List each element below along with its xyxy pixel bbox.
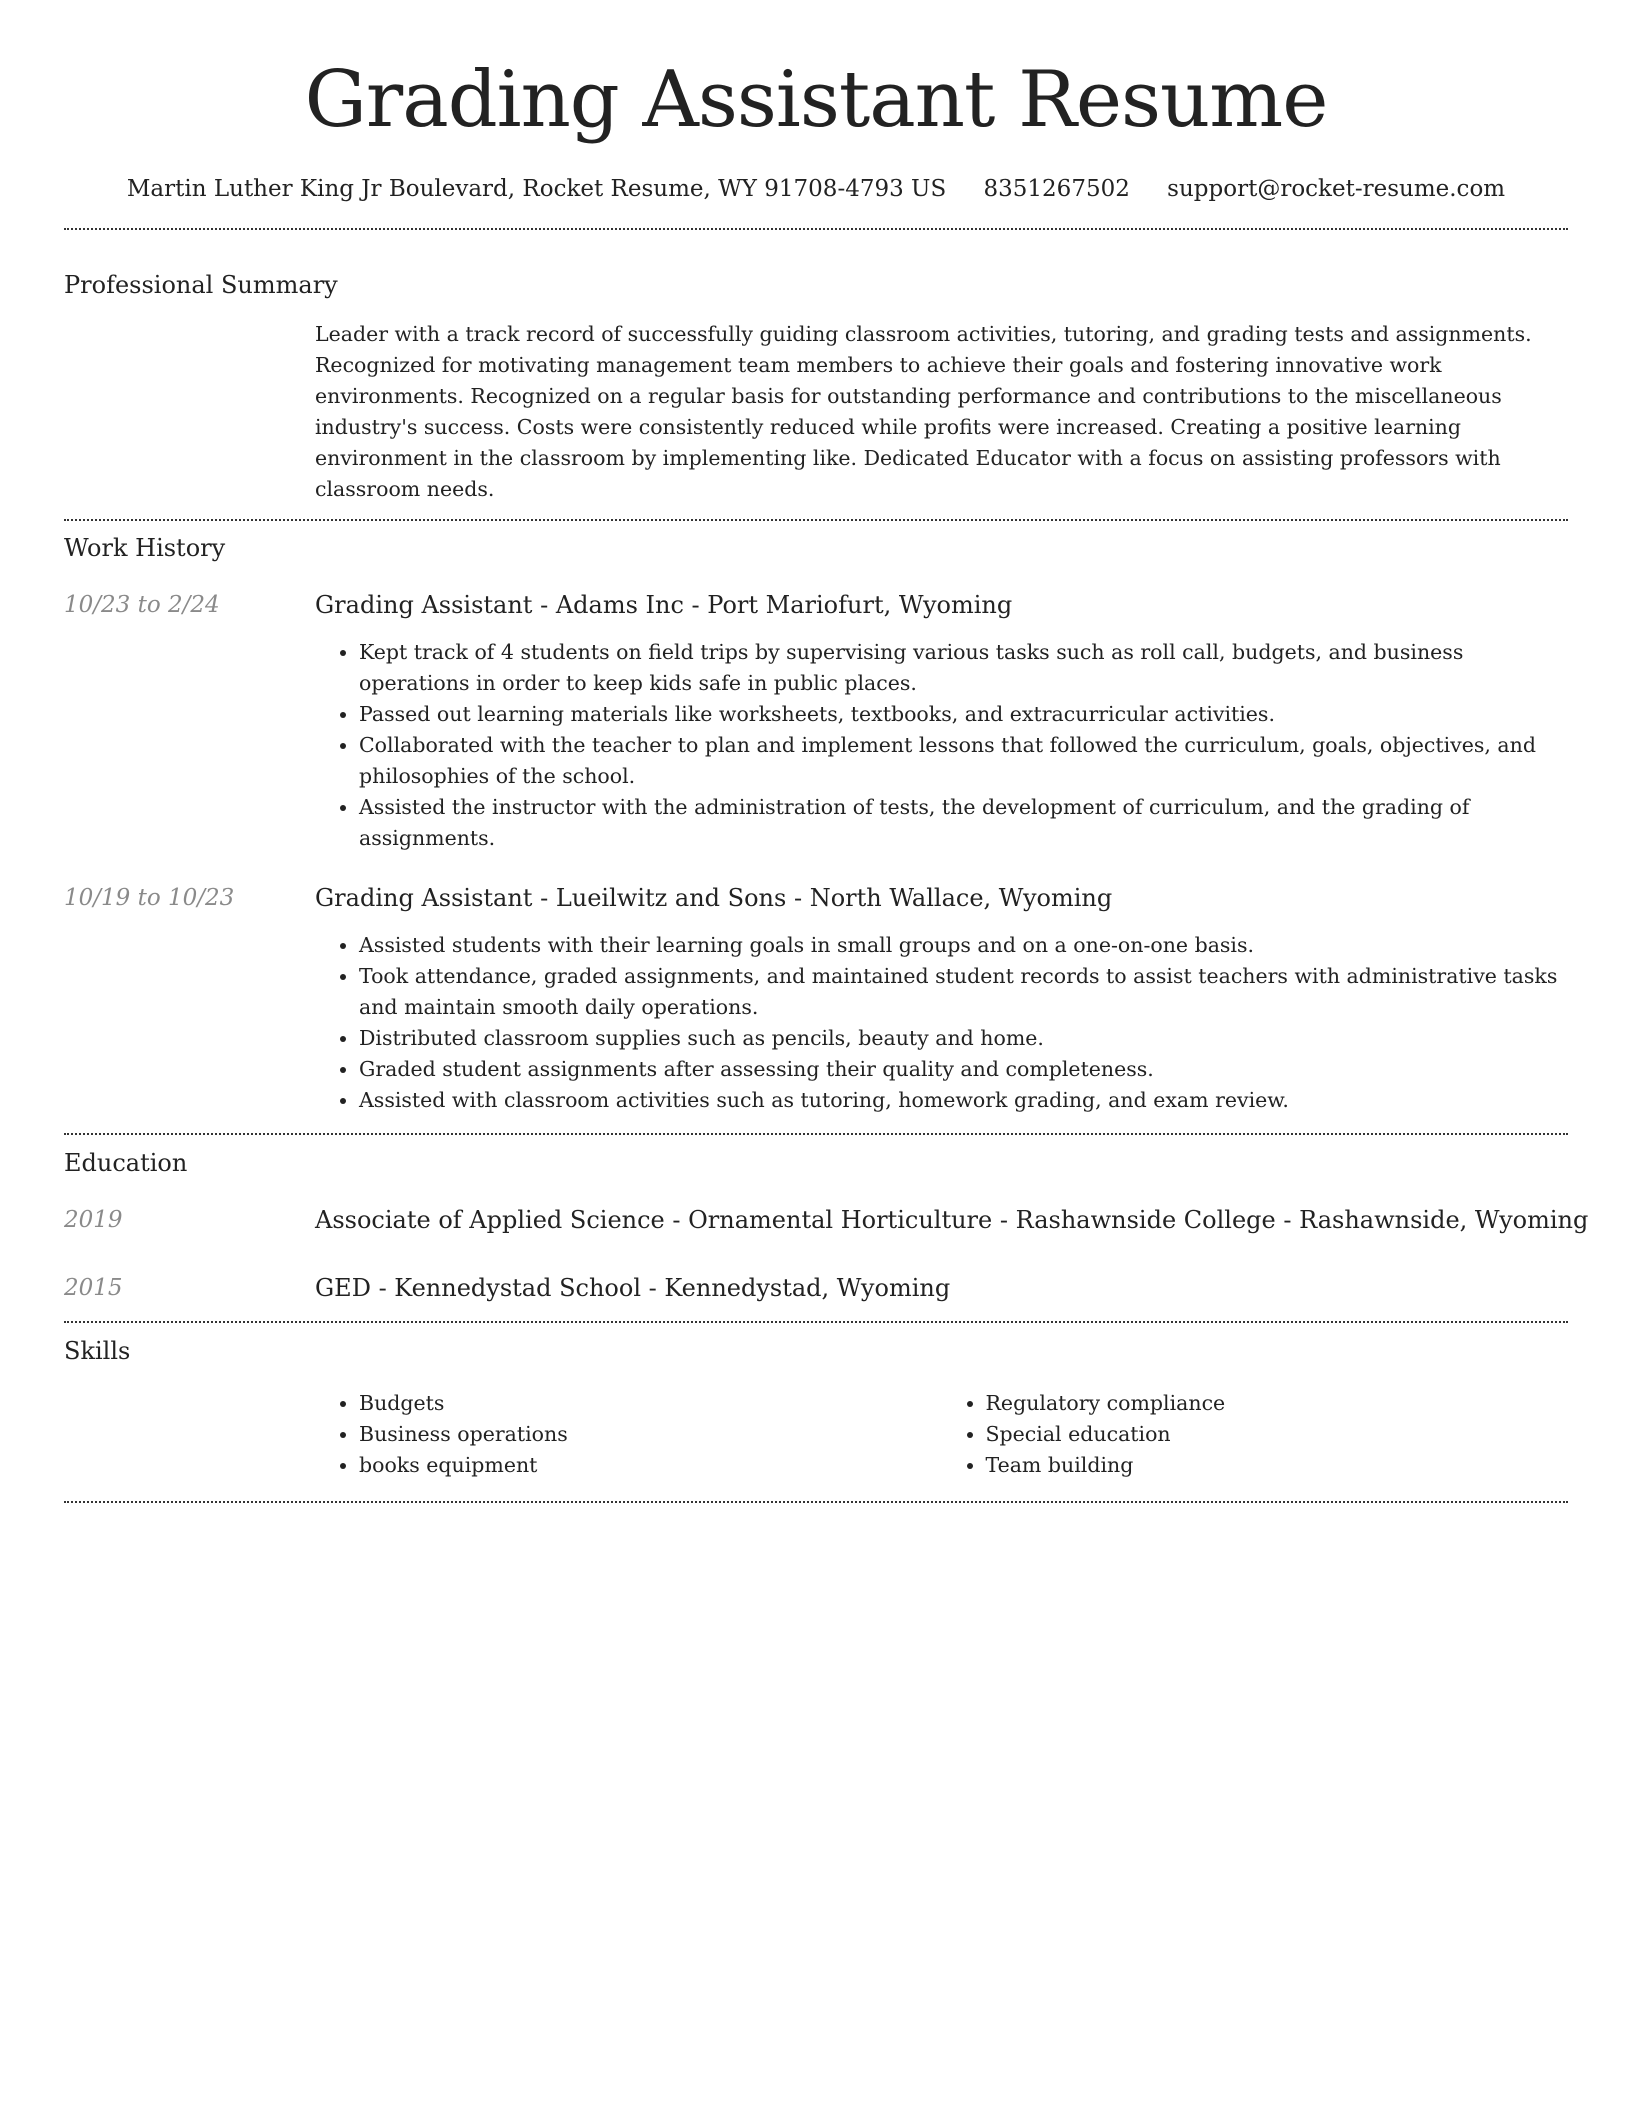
- job-title: Grading Assistant - Lueilwitz and Sons - North Wallace, Wyoming: [315, 884, 1113, 912]
- skill-item: • Budgets: [359, 1388, 942, 1419]
- section-heading-summary: Professional Summary: [64, 271, 338, 299]
- skill-item: • Special education: [986, 1419, 1569, 1450]
- skills-grid: [315, 1388, 1568, 1481]
- section-heading-skills: Skills: [64, 1337, 131, 1365]
- work-section: [64, 531, 1568, 1116]
- list-item: • Assisted students with their learning goals in small groups and on a one-on-one basis.: [359, 930, 1568, 961]
- job-entry: [64, 881, 1568, 1116]
- job-bullets: [315, 930, 1568, 1116]
- education-year: 2015: [64, 1275, 123, 1301]
- divider: [64, 1133, 1568, 1135]
- skills-list-left: [315, 1388, 942, 1481]
- education-entry: [64, 1271, 1568, 1305]
- contact-address: Martin Luther King Jr Boulevard, Rocket Resume, WY 91708-4793 US: [126, 176, 947, 202]
- education-year: 2019: [64, 1207, 123, 1233]
- list-item: • Passed out learning materials like worksheets, textbooks, and extracurricular activities.: [359, 699, 1568, 730]
- skill-item: • Team building: [986, 1450, 1569, 1481]
- section-heading-work: Work History: [64, 534, 226, 562]
- divider: [64, 1321, 1568, 1323]
- list-item: • Distributed classroom supplies such as pencils, beauty and home.: [359, 1023, 1568, 1054]
- resume-title: Grading Assistant Resume: [304, 55, 1328, 145]
- contact-line: [64, 172, 1568, 206]
- education-entry: [64, 1203, 1589, 1237]
- divider: [64, 1501, 1568, 1503]
- list-item: • Assisted with classroom activities such as tutoring, homework grading, and exam review.: [359, 1085, 1568, 1116]
- skill-item: • Regulatory compliance: [986, 1388, 1569, 1419]
- list-item: • Kept track of 4 students on field trips by supervising various tasks such as roll call, budgets, and business operations in order to keep kids safe in public places.: [359, 637, 1568, 699]
- list-item: • Graded student assignments after assessing their quality and completeness.: [359, 1054, 1568, 1085]
- contact-phone: 8351267502: [983, 176, 1130, 202]
- skills-list-right: [942, 1388, 1569, 1481]
- divider: [64, 228, 1568, 230]
- job-dates: 10/23 to 2/24: [64, 592, 220, 618]
- section-heading-education: Education: [64, 1149, 188, 1177]
- skill-item: • Business operations: [359, 1419, 942, 1450]
- job-title: Grading Assistant - Adams Inc - Port Mariofurt, Wyoming: [315, 591, 1013, 619]
- summary-text: Leader with a track record of successfully guiding classroom activities, tutoring, and grading tests and assignments. Recognized for motivating management team members to achieve their goals and fostering innovative work environments. Recognized on a regular basis for outstanding performance and contributions to the miscellaneous industry's success. Costs were consistently reduced while profits were increased. Creating a positive learning environment in the classroom by implementing like. Dedicated Educator with a focus on assisting professors with classroom needs.: [315, 322, 1532, 501]
- skills-section: [64, 1334, 1568, 1481]
- list-item: • Took attendance, graded assignments, and maintained student records to assist teachers with administrative tasks and maintain smooth daily operations.: [359, 961, 1568, 1023]
- job-dates: 10/19 to 10/23: [64, 885, 235, 911]
- contact-email: support@rocket-resume.com: [1167, 176, 1506, 202]
- education-title: Associate of Applied Science - Ornamental Horticulture - Rashawnside College - Rashawnside, Wyoming: [315, 1206, 1589, 1234]
- summary-section: [64, 268, 1568, 505]
- resume-page: [64, 0, 1589, 1503]
- list-item: • Collaborated with the teacher to plan and implement lessons that followed the curriculum, goals, objectives, and philosophies of the school.: [359, 730, 1568, 792]
- education-title: GED - Kennedystad School - Kennedystad, Wyoming: [315, 1274, 951, 1302]
- education-section: [64, 1146, 1589, 1305]
- list-item: • Assisted the instructor with the administration of tests, the development of curriculum, and the grading of assignments.: [359, 792, 1568, 854]
- divider: [64, 519, 1568, 521]
- job-bullets: [315, 637, 1568, 854]
- skill-item: • books equipment: [359, 1450, 942, 1481]
- job-entry: [64, 588, 1568, 854]
